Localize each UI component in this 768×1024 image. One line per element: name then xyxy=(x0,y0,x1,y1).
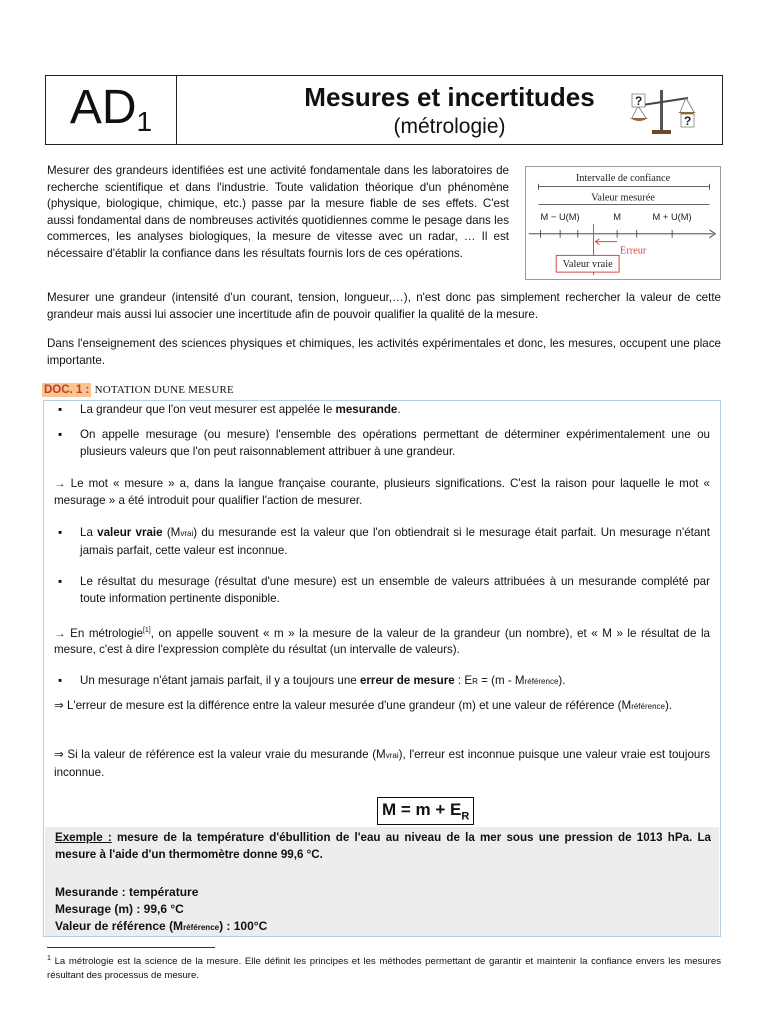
bullet-mesurage: ▪ On appelle mesurage (ou mesure) l'ensemble des opérations permettant de déterminer expérimentalement une ou plusieurs valeurs que l'on peut raisonnablement attribuer à une grandeur. xyxy=(58,428,710,458)
example-mesurage: Mesurage (m) : 99,6 °C xyxy=(55,902,184,916)
diagram-interval-label: Intervalle de confiance xyxy=(575,172,671,184)
bullet-mesurande: ▪ La grandeur que l'on veut mesurer est appelée le mesurande. xyxy=(58,403,401,416)
svg-text:?: ? xyxy=(684,114,692,128)
page-title: Mesures et incertitudes xyxy=(304,82,595,112)
doc-box xyxy=(43,400,721,937)
paragraph-teaching: Dans l'enseignement des sciences physiques et chimiques, les activités expérimentales et donc, les mesures, occupent une place importante. xyxy=(47,337,721,367)
footnote-divider xyxy=(47,947,215,948)
diagram-error-label: Erreur xyxy=(620,245,647,257)
arrow-note-metrologie: → En métrologie[1], on appelle souvent « m » la mesure de la valeur de la grandeur (un nombre), et « M » le résultat de la mesure, c'est à dire l'expression complète du résultat (un intervalle de valeurs). xyxy=(54,626,710,657)
implication-erreur-definition: ⇒ L'erreur de mesure est la différence entre la valeur mesurée d'une grandeur (m) et une valeur de référence (Mréférence). xyxy=(54,699,673,712)
doc-title: NOTATION DUNE MESURE xyxy=(94,384,234,396)
implication-erreur-inconnue: ⇒ Si la valeur de référence est la valeur vraie du mesurande (Mvrai), l'erreur est inconnue puisque une valeur vraie est toujours inconnue. xyxy=(54,748,710,779)
footnote: $^1$ La métrologie est la science de la mesure. Elle définit les principes et les méthodes permettant de garantir et maintenir la confiance envers les mesures résultant des processus de mesure. xyxy=(47,955,721,982)
bullet-erreur-mesure: ▪ Un mesurage n'étant jamais parfait, il y a toujours une erreur de mesure : ER = (m - Mréférence). xyxy=(58,674,566,687)
diagram-measured-label: Valeur mesurée xyxy=(591,192,655,204)
formula-box: $M = m + E_R$ xyxy=(377,797,474,825)
svg-text:?: ? xyxy=(635,94,643,108)
example-mesurande: Mesurande : température xyxy=(55,885,199,899)
doc-tag: DOC. 1 : xyxy=(44,384,90,396)
doc-heading xyxy=(42,384,234,396)
title-block xyxy=(45,75,723,145)
diagram-center-label: M xyxy=(613,212,621,223)
bullet-valeur-vraie: ▪ La valeur vraie (Mvrai) du mesurande est la valeur que l'on obtiendrait si le mesurage était parfait. Un mesurage n'étant jamais parfait, cette valeur est inconnue. xyxy=(58,526,710,557)
activity-code: $AD_1$ xyxy=(69,81,153,137)
intro-paragraph: Mesurer des grandeurs identifiées est une activité fondamentale dans les laboratoires de recherche scientifique et dans l'industrie. Toute validation théorique d'un phénomène (physique, biologique, chimique, etc.) passe par la mesure fiable de ses effets. C'est aussi fondamental dans de nombreuses activités quotidiennes comme le pesage dans les commerces, les analyses biologiques, la mesure de vitesse avec un radar, … Il est nécessaire d'établir la confiance dans les résultats fournis lors de ces opérations. xyxy=(47,164,509,260)
arrow-note-word-mesure: → Le mot « mesure » a, dans la langue française courante, plusieurs significations. C'est la raison pour laquelle le mot « mesurage » a été introduit pour qualifier l'action de mesurer. xyxy=(54,477,710,507)
diagram-left-bound-label: M − U(M) xyxy=(540,212,580,223)
balance-scale-question-icon xyxy=(624,84,700,140)
diagram-true-value-label: Valeur vraie xyxy=(562,259,613,271)
example-reference: Valeur de référence (Mréférence) : 100°C xyxy=(55,919,268,933)
page-subtitle: (métrologie) xyxy=(393,115,506,138)
example-text: Exemple : mesure de la température d'ébullition de l'eau au niveau de la mer sous une pression de 1013 hPa. La mesure à l'aide d'un thermomètre donne 99,6 °C. xyxy=(55,831,711,861)
diagram-right-bound-label: M + U(M) xyxy=(652,212,692,223)
bullet-resultat-mesurage: ▪ Le résultat du mesurage (résultat d'une mesure) est un ensemble de valeurs attribuées à un mesurande complété par toute information pertinente disponible. xyxy=(58,575,710,605)
paragraph-uncertainty: Mesurer une grandeur (intensité d'un courant, tension, longueur,…), n'est donc pas simplement rechercher la valeur de cette grandeur mais aussi lui associer une incertitude afin de pouvoir qualifier la qualité de la mesure. xyxy=(47,291,721,321)
confidence-interval-diagram xyxy=(525,166,721,280)
activity-code-cell xyxy=(46,76,177,144)
example-panel xyxy=(45,827,719,936)
